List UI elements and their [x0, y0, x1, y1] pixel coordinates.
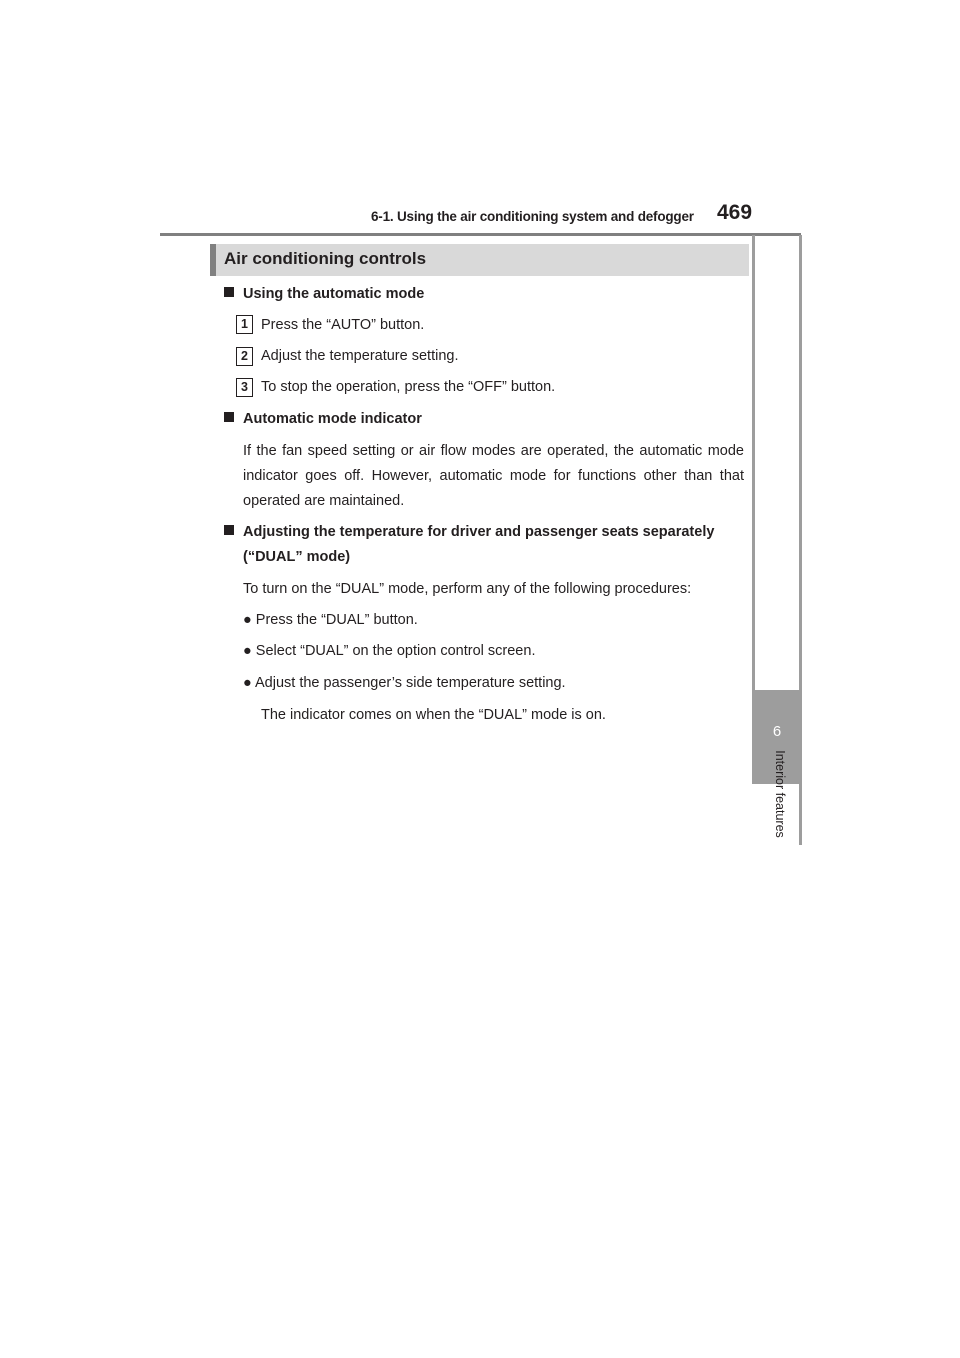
step-number-badge: 1	[236, 315, 253, 334]
step-text: Press the “AUTO” button.	[261, 317, 425, 333]
step-number-badge: 2	[236, 347, 253, 366]
subheading-text: Adjusting the temperature for driver and passenger seats separately	[243, 524, 715, 540]
list-item-text: Press the “DUAL” button.	[255, 612, 418, 628]
square-bullet-icon	[224, 412, 234, 422]
subheading-indicator	[224, 411, 422, 427]
round-bullet-icon: ●	[243, 643, 252, 659]
chapter-label-container	[767, 744, 793, 844]
square-bullet-icon	[224, 525, 234, 535]
section-heading-box	[210, 244, 749, 276]
section-heading-accent	[210, 244, 216, 276]
header-rule	[160, 233, 801, 236]
round-bullet-icon: ●	[243, 612, 252, 628]
step-number-badge: 3	[236, 378, 253, 397]
subheading-dual	[224, 524, 714, 540]
round-bullet-icon: ●	[243, 675, 252, 691]
subheading-text: Using the automatic mode	[243, 286, 425, 302]
chapter-label: Interior features	[773, 750, 787, 838]
subheading-dual-line2: (“DUAL” mode)	[243, 549, 351, 565]
chapter-number: 6	[772, 723, 782, 740]
list-item	[243, 643, 535, 659]
section-heading: Air conditioning controls	[224, 249, 427, 268]
list-item	[243, 612, 418, 628]
list-item-text: Select “DUAL” on the option control screen.	[255, 643, 536, 659]
indicator-paragraph: If the fan speed setting or air flow modes are operated, the automatic mode indicator goes off. However, automatic mode for functions other than that operated are maintained.	[243, 443, 744, 509]
square-bullet-icon	[224, 287, 234, 297]
step-text: To stop the operation, press the “OFF” button.	[261, 379, 556, 395]
page-number: 469	[717, 201, 753, 224]
list-item-text: Adjust the passenger’s side temperature setting.	[255, 675, 566, 691]
dual-note: The indicator comes on when the “DUAL” mode is on.	[261, 707, 606, 723]
side-tab-rule-left	[752, 235, 755, 690]
list-item	[243, 675, 566, 691]
subheading-text: Automatic mode indicator	[243, 411, 422, 427]
subheading-automatic-mode	[224, 286, 424, 302]
step-text: Adjust the temperature setting.	[261, 348, 459, 364]
running-header-title: 6-1. Using the air conditioning system and defogger	[371, 209, 694, 224]
dual-intro: To turn on the “DUAL” mode, perform any of the following procedures:	[243, 581, 692, 597]
